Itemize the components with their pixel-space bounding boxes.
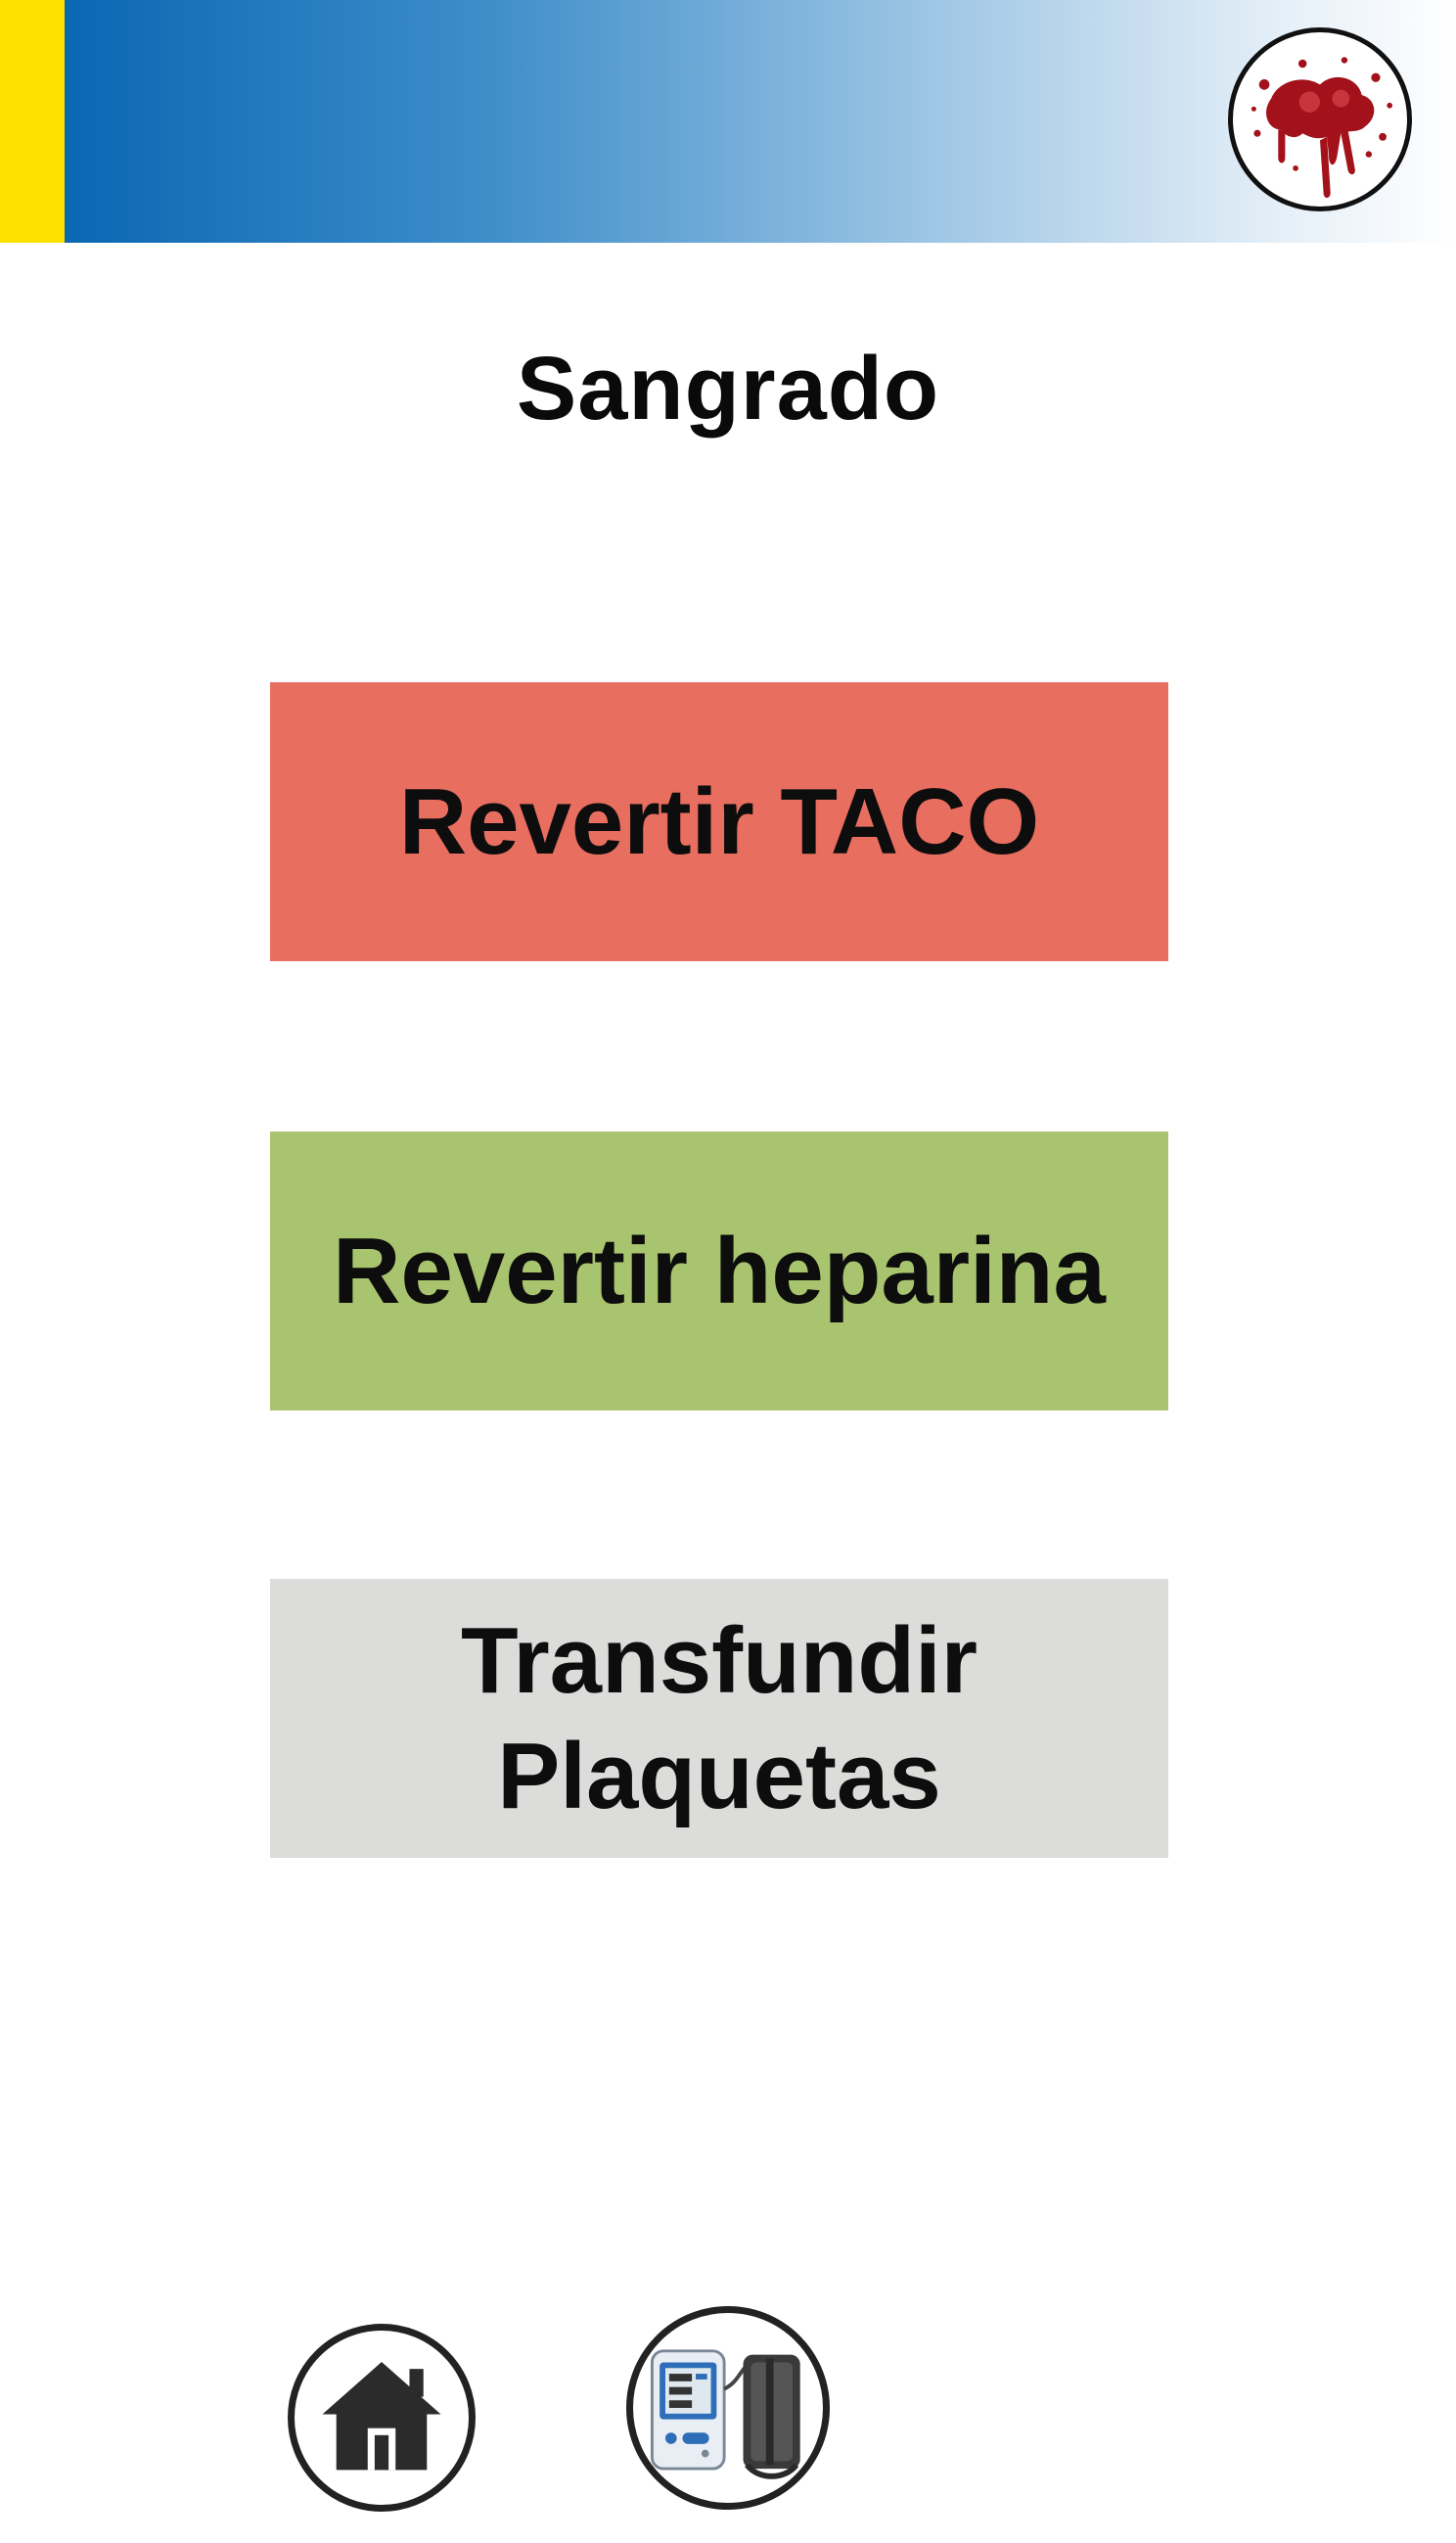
blood-splatter-graphic — [1233, 32, 1407, 207]
blood-splatter-icon[interactable] — [1228, 27, 1412, 211]
transfundir-plaquetas-button[interactable] — [270, 1579, 1168, 1858]
blood-pressure-monitor-icon — [633, 2313, 823, 2503]
home-button[interactable] — [288, 2324, 476, 2512]
revertir-taco-button[interactable] — [270, 682, 1168, 961]
transfundir-plaquetas-label: Transfundir Plaquetas — [460, 1607, 978, 1828]
blood-pressure-button[interactable] — [626, 2306, 830, 2510]
home-icon — [295, 2331, 469, 2505]
header-yellow-stripe — [0, 0, 65, 243]
app-header — [0, 0, 1456, 243]
revertir-heparina-label: Revertir heparina — [333, 1218, 1106, 1323]
revertir-heparina-button[interactable] — [270, 1132, 1168, 1410]
revertir-taco-label: Revertir TACO — [398, 768, 1040, 874]
page-title: Sangrado — [516, 339, 940, 439]
